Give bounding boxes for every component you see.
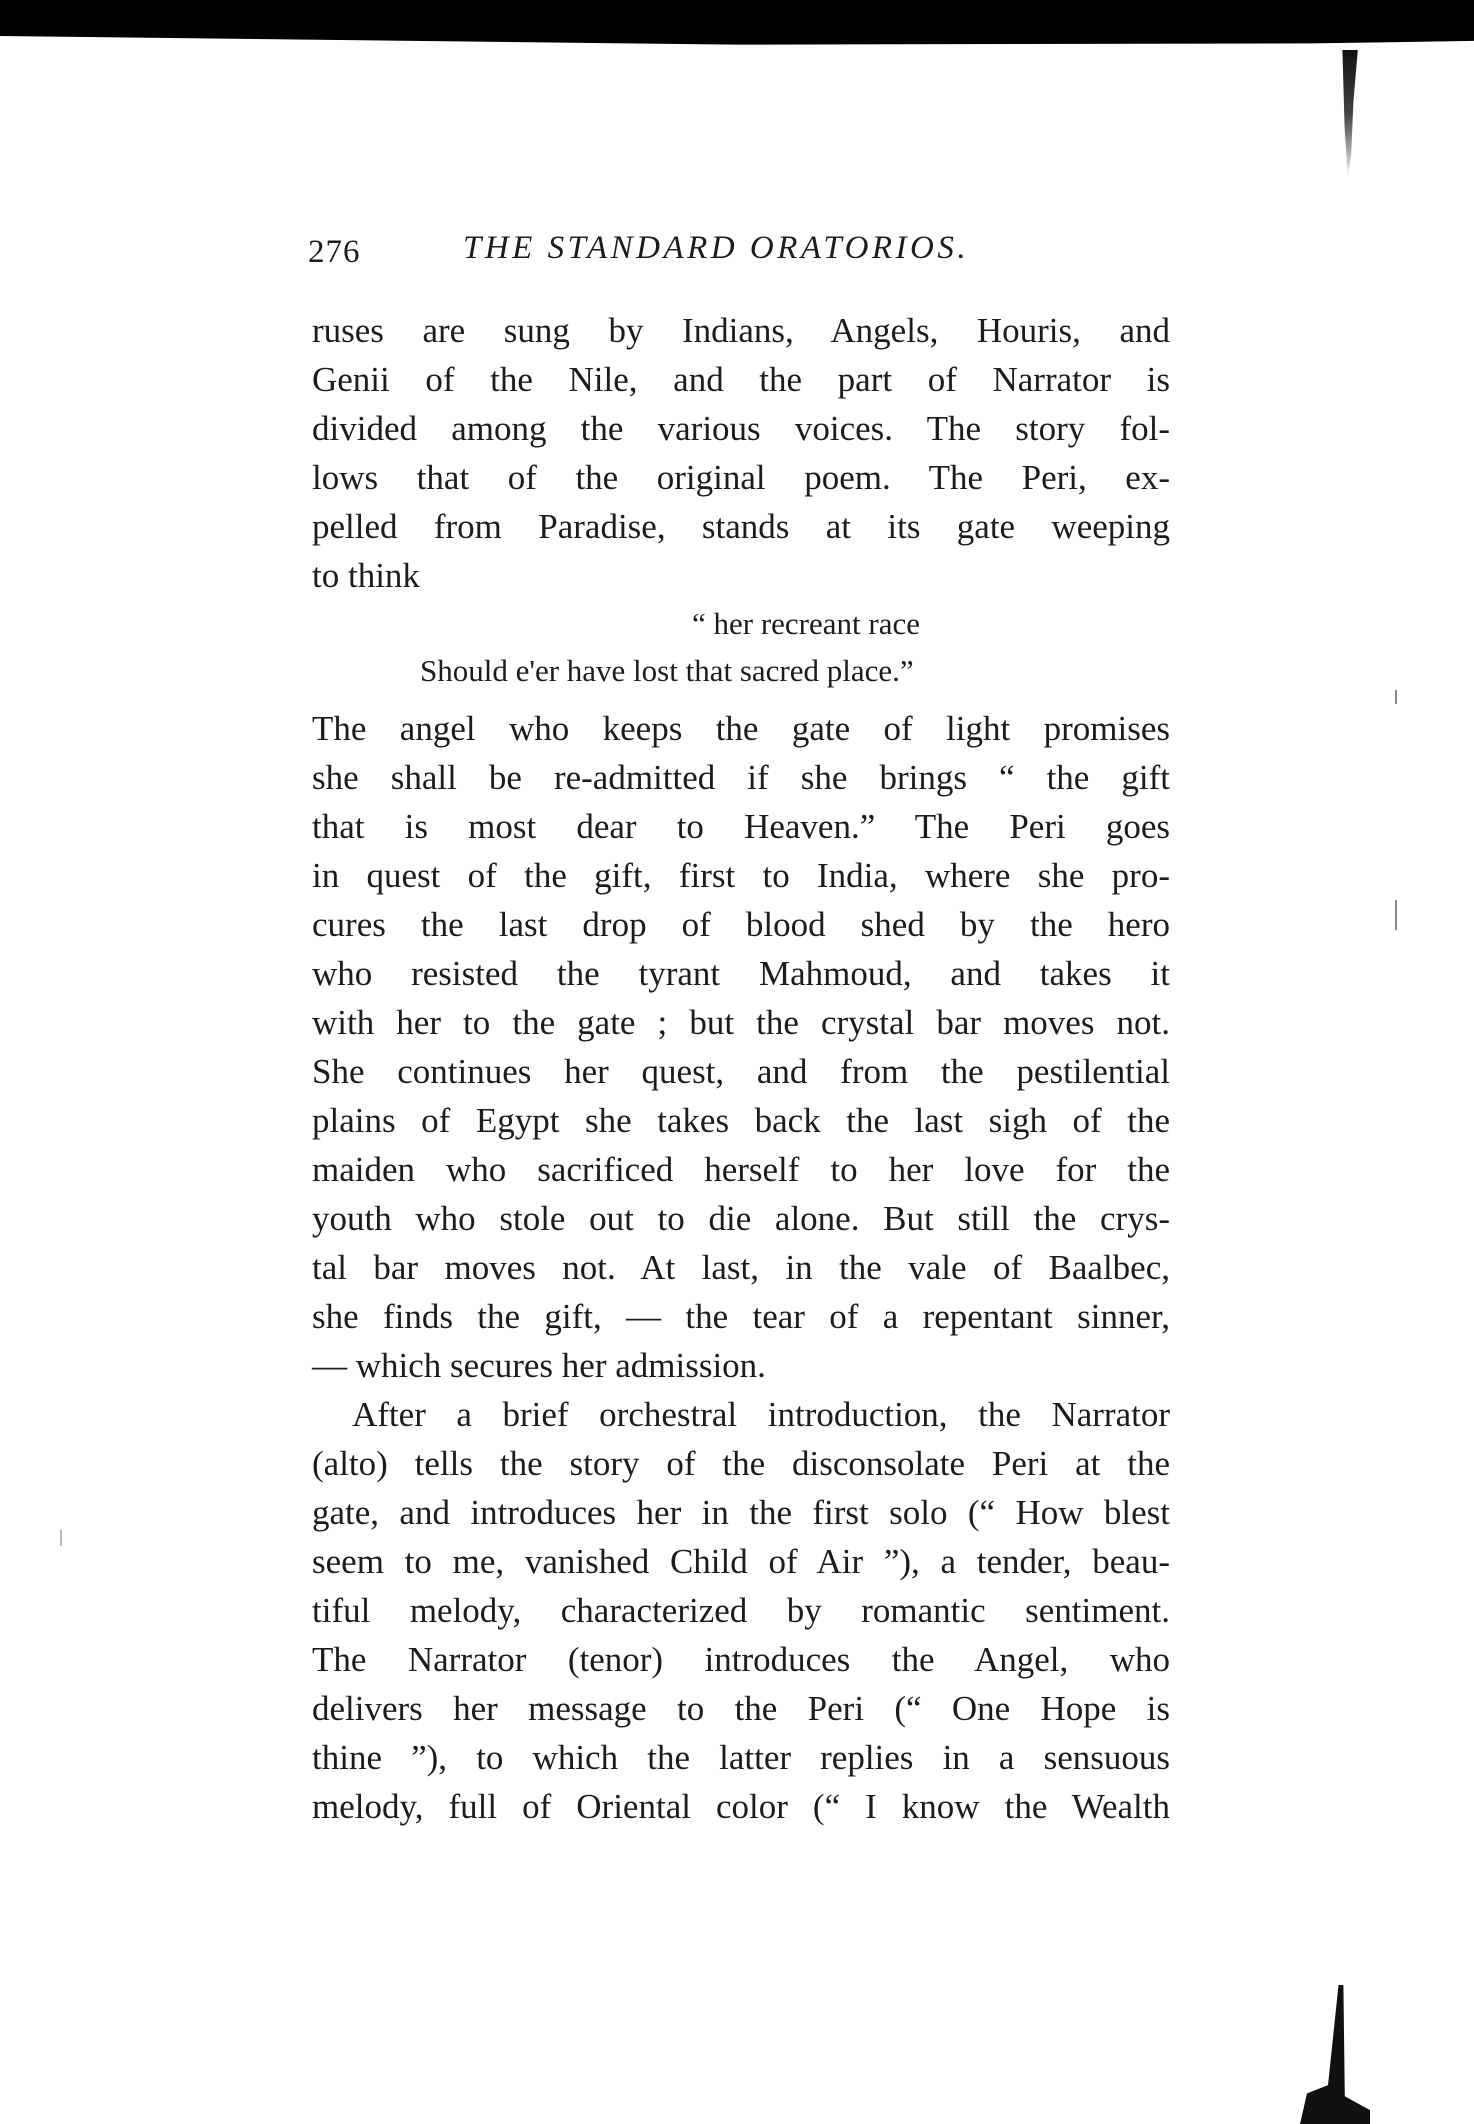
page-number: 276 [308, 234, 361, 270]
text-line: who resisted the tyrant Mahmoud, and takes it [312, 954, 1170, 993]
text-line: plains of Egypt she takes back the last sigh of the [312, 1101, 1170, 1140]
text-line: youth who stole out to die alone. But still the crys- [312, 1199, 1170, 1238]
scan-speck [60, 1530, 62, 1546]
text-line: maiden who sacrificed herself to her love for the [312, 1150, 1170, 1189]
quote-line: Should e'er have lost that sacred place.” [420, 653, 914, 688]
text-line: — which secures her admission. [312, 1346, 766, 1385]
scan-top-edge [0, 0, 1474, 62]
text-line: (alto) tells the story of the disconsolate Peri at the [312, 1444, 1170, 1483]
text-line: in quest of the gift, first to India, where she pro- [312, 856, 1170, 895]
scan-corner-mark-top [1338, 50, 1360, 180]
text-line: cures the last drop of blood shed by the hero [312, 905, 1170, 944]
text-line: thine ”), to which the latter replies in a sensuous [312, 1738, 1170, 1777]
text-line: The Narrator (tenor) introduces the Angel, who [312, 1640, 1170, 1679]
body-text [312, 306, 1170, 1831]
text-line: with her to the gate ; but the crystal bar moves not. [312, 1003, 1170, 1042]
text-line: melody, full of Oriental color (“ I know the Wealth [312, 1787, 1170, 1826]
paragraph-1 [312, 306, 1170, 600]
text-line: The angel who keeps the gate of light promises [312, 709, 1170, 748]
text-line: After a brief orchestral introduction, the Narrator [352, 1395, 1170, 1434]
text-line: She continues her quest, and from the pestilential [312, 1052, 1170, 1091]
quote-line: “ her recreant race [692, 606, 920, 641]
running-head: THE STANDARD ORATORIOS. [463, 230, 970, 266]
text-line: gate, and introduces her in the first solo (“ How blest [312, 1493, 1170, 1532]
text-line: she finds the gift, — the tear of a repentant sinner, [312, 1297, 1170, 1336]
text-line: tal bar moves not. At last, in the vale of Baalbec, [312, 1248, 1170, 1287]
text-line: to think [312, 556, 420, 595]
scan-speck [1395, 690, 1397, 704]
verse-quote [312, 600, 1170, 694]
text-line: she shall be re-admitted if she brings “ the gift [312, 758, 1170, 797]
scan-corner-mark-bottom [1300, 1985, 1370, 2124]
text-line: that is most dear to Heaven.” The Peri goes [312, 807, 1170, 846]
page-header [308, 228, 1168, 276]
text-line: Genii of the Nile, and the part of Narrator is [312, 360, 1170, 399]
paragraph-2 [312, 704, 1170, 1390]
text-line: pelled from Paradise, stands at its gate weeping [312, 507, 1170, 546]
text-line: lows that of the original poem. The Peri, ex- [312, 458, 1170, 497]
text-line: seem to me, vanished Child of Air ”), a tender, beau- [312, 1542, 1170, 1581]
paragraph-3 [312, 1390, 1170, 1831]
text-line: divided among the various voices. The story fol- [312, 409, 1170, 448]
scan-speck [1395, 900, 1397, 930]
text-line: ruses are sung by Indians, Angels, Houris, and [312, 311, 1170, 350]
text-line: delivers her message to the Peri (“ One Hope is [312, 1689, 1170, 1728]
text-line: tiful melody, characterized by romantic sentiment. [312, 1591, 1170, 1630]
